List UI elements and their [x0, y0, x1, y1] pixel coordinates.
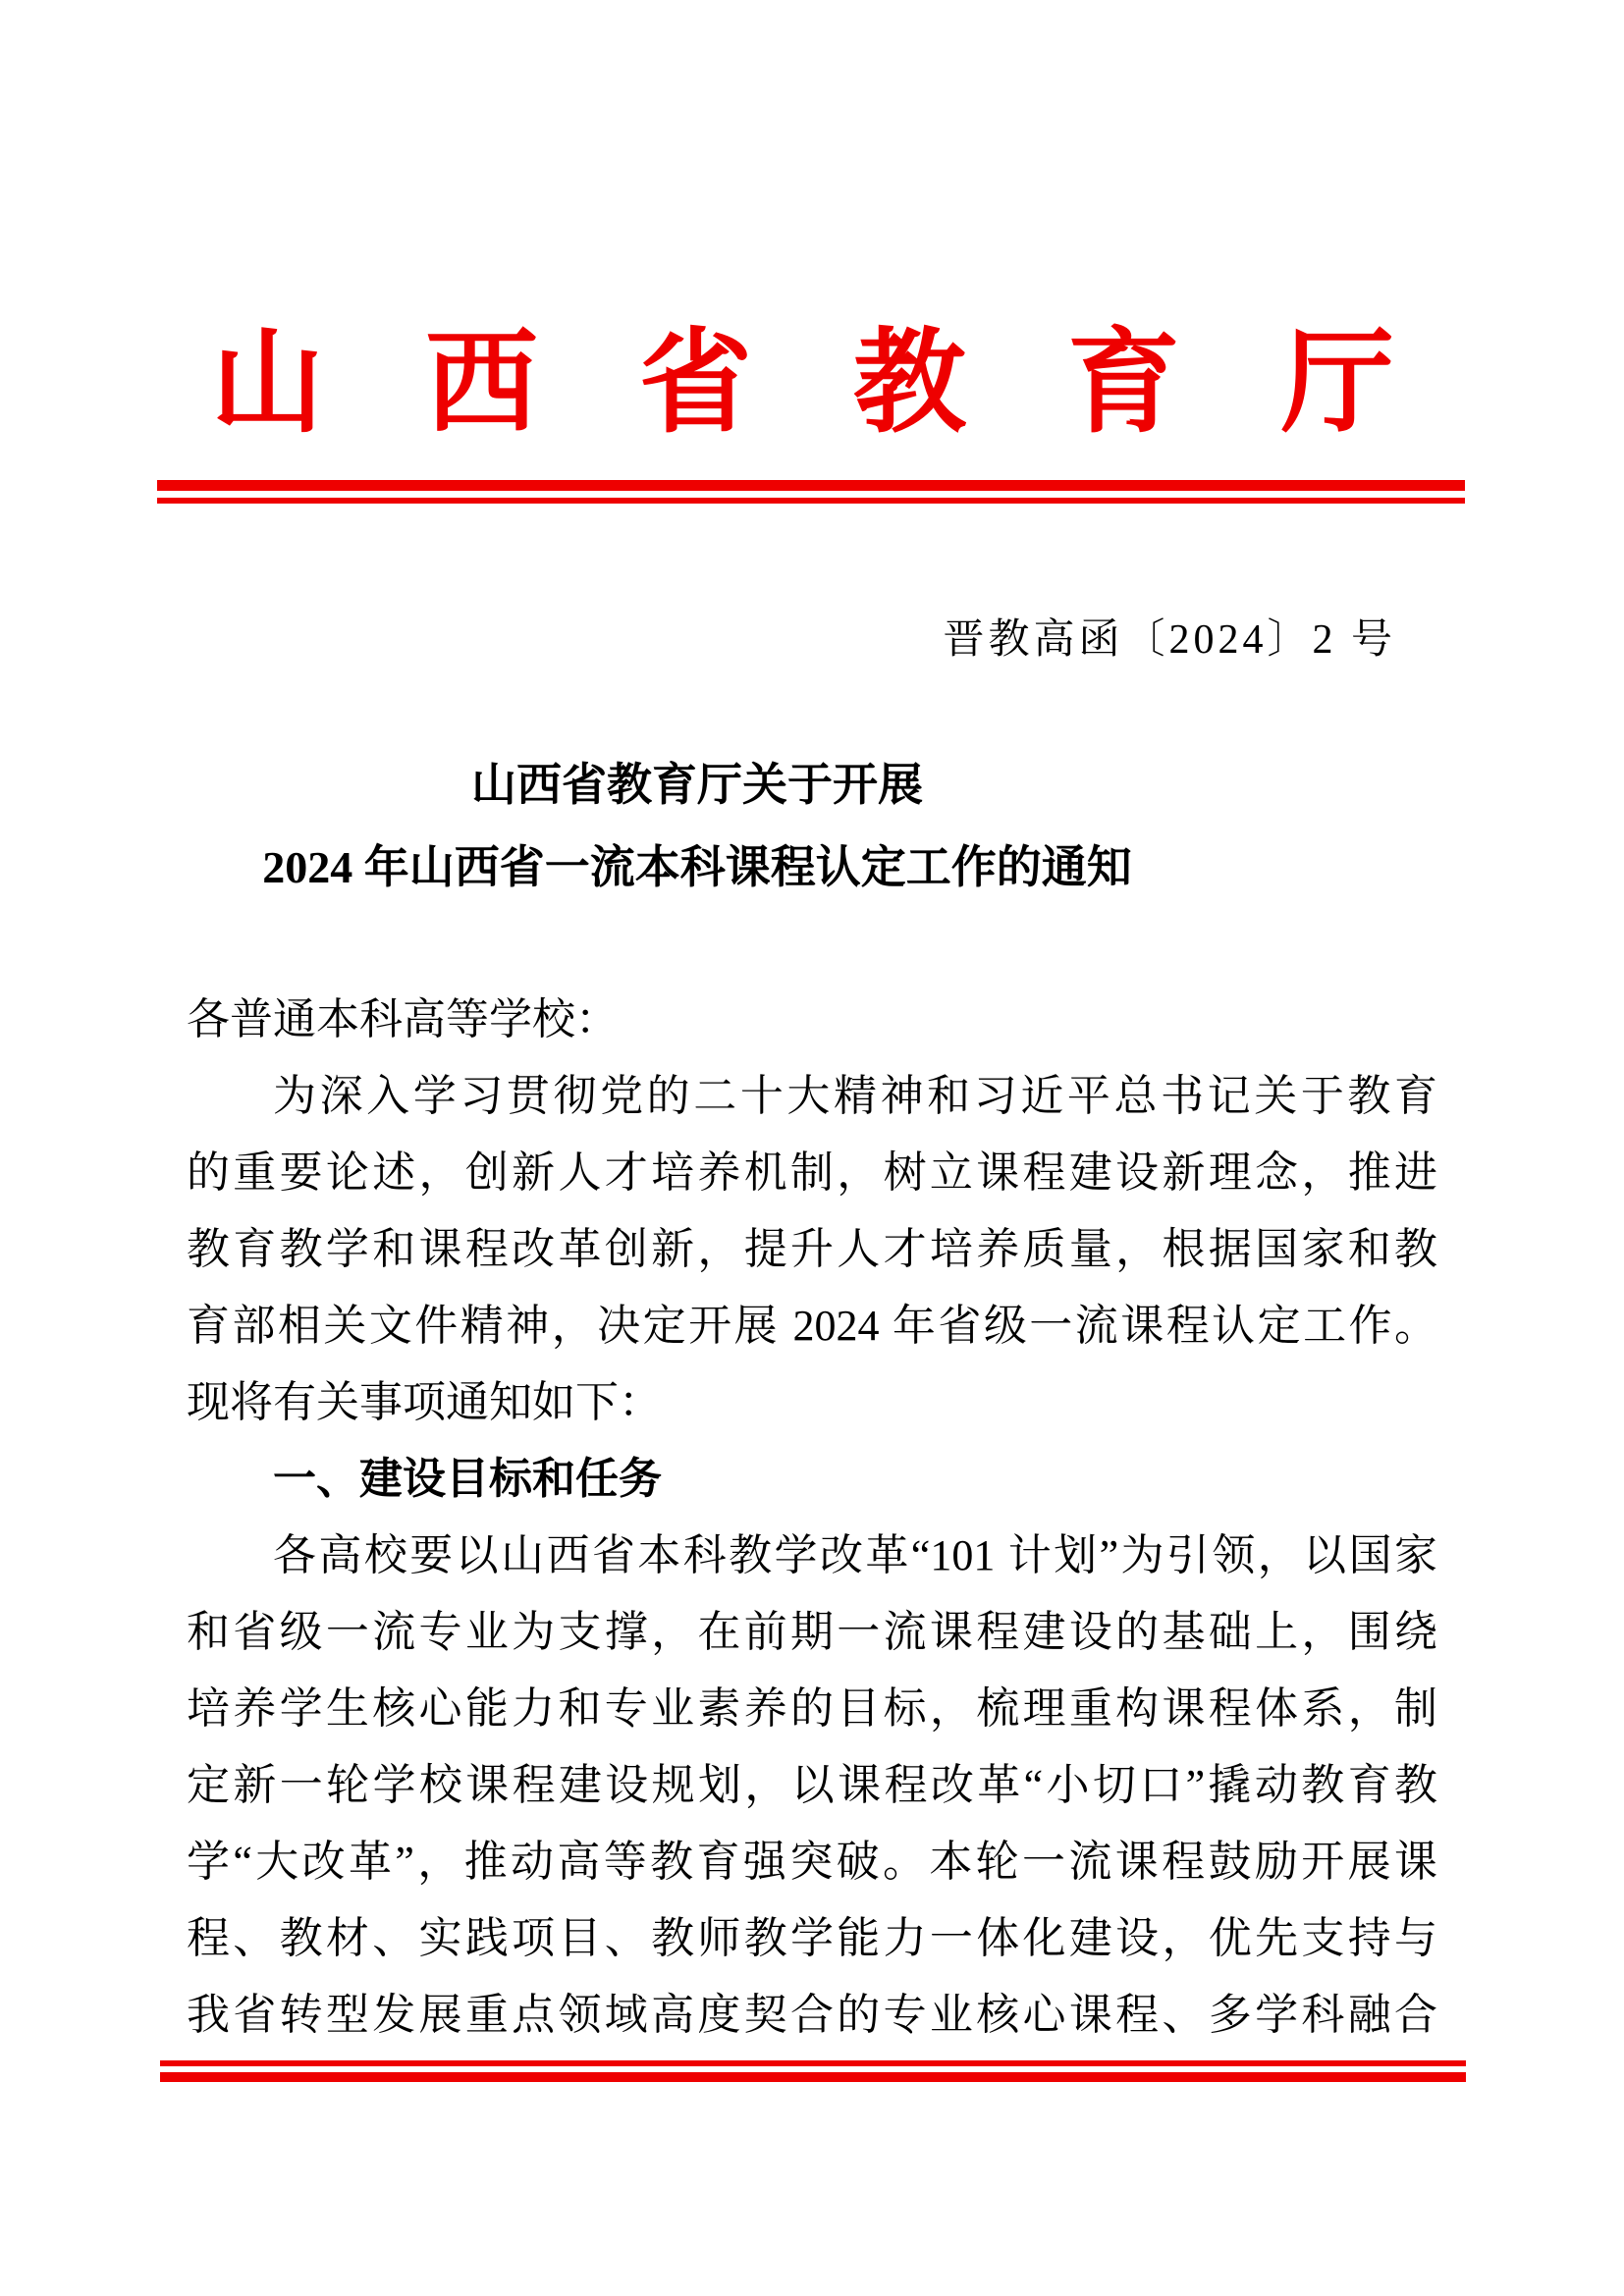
document-body — [187, 982, 1437, 2054]
agency-name-char: 山 — [211, 321, 325, 446]
body-line: 育部相关文件精神，决定开展 2024 年省级一流课程认定工作。 — [187, 1302, 1437, 1350]
body-line: 教育教学和课程改革创新，提升人才培养质量，根据国家和教 — [187, 1225, 1437, 1273]
agency-name-char: 省 — [638, 321, 752, 446]
doc-title-line2: 2024 年山西省一流本科课程认定工作的通知 — [262, 842, 1132, 892]
agency-name-char: 教 — [852, 321, 966, 446]
body-line: 我省转型发展重点领域高度契合的专业核心课程、多学科融合 — [187, 1991, 1437, 2039]
body-line: 程、教材、实践项目、教师教学能力一体化建设，优先支持与 — [187, 1914, 1437, 1962]
section-heading: 一、建设目标和任务 — [273, 1455, 662, 1503]
body-line: 现将有关事项通知如下： — [187, 1378, 662, 1426]
agency-name-char: 育 — [1066, 321, 1180, 446]
body-line: 培养学生核心能力和专业素养的目标，梳理重构课程体系，制 — [187, 1684, 1437, 1733]
footer-rule-thin — [160, 2060, 1466, 2066]
body-line: 定新一轮学校课程建设规划，以课程改革“小切口”撬动教育教 — [187, 1761, 1437, 1809]
doc-title — [0, 744, 1394, 909]
footer-rule-thick — [160, 2072, 1466, 2082]
body-line: 学“大改革”，推动高等教育强突破。本轮一流课程鼓励开展课 — [187, 1838, 1437, 1886]
agency-name-char: 西 — [424, 321, 538, 446]
doc-number: 晋教高函〔2024〕2 号 — [943, 617, 1396, 663]
header-rule-thin — [157, 498, 1465, 504]
agency-name-char: 厅 — [1280, 321, 1394, 446]
doc-title-line1: 山西省教育厅关于开展 — [471, 760, 923, 810]
body-line: 为深入学习贯彻党的二十大精神和习近平总书记关于教育 — [273, 1072, 1437, 1120]
body-line: 的重要论述，创新人才培养机制，树立课程建设新理念，推进 — [187, 1148, 1437, 1197]
salutation: 各普通本科高等学校： — [187, 995, 619, 1043]
agency-name — [211, 312, 1394, 454]
body-line: 各高校要以山西省本科教学改革“101 计划”为引领，以国家 — [273, 1531, 1437, 1579]
body-line: 和省级一流专业为支撑，在前期一流课程建设的基础上，围绕 — [187, 1608, 1437, 1656]
header-rule-thick — [157, 480, 1465, 491]
